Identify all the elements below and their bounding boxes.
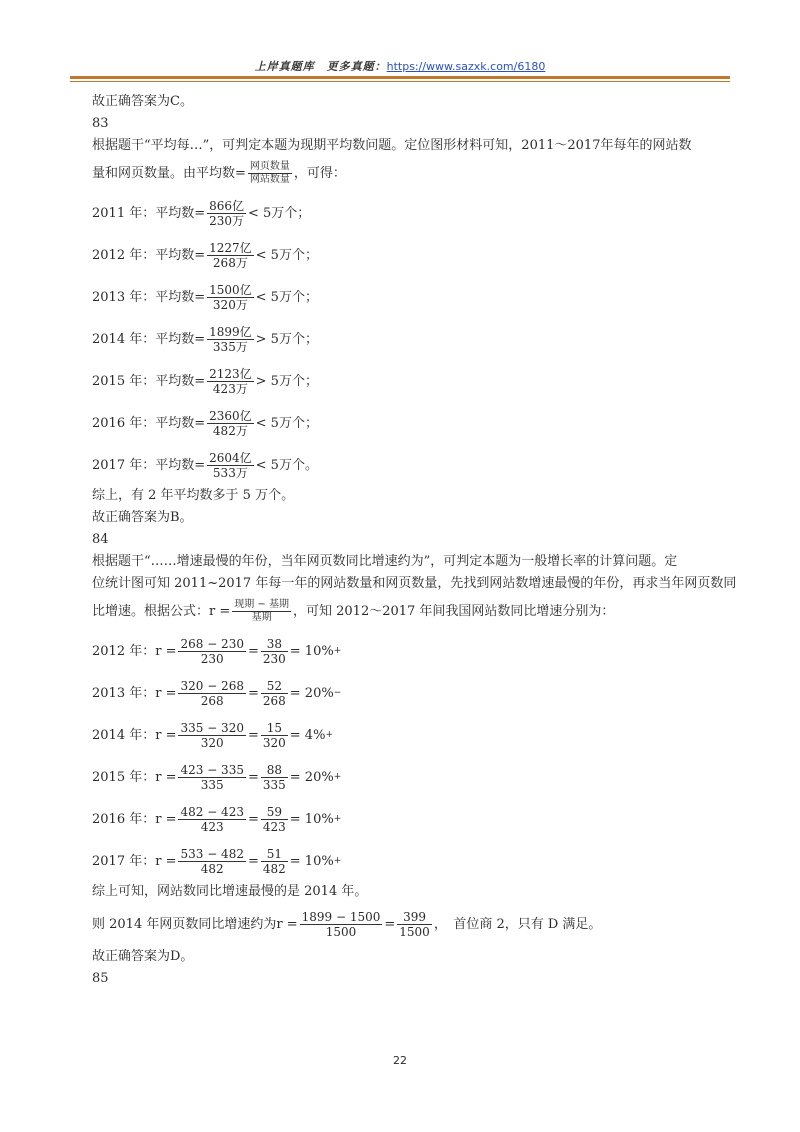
q84-row-d2: 320 (262, 735, 286, 750)
q83-row-den: 335万 (212, 339, 248, 354)
q84-row-year: 2012 年：r = (92, 643, 177, 659)
q83-row (92, 360, 720, 402)
q83-row-den: 230万 (209, 213, 245, 228)
q84-final-n1: 1899 − 1500 (301, 909, 381, 924)
page-header (70, 58, 730, 74)
q84-row-d1: 320 (200, 735, 224, 750)
q83-row-den: 533万 (212, 465, 248, 480)
q84-row-n2: 52 (261, 679, 288, 694)
q83-row-year: 2014 年：平均数= (92, 331, 206, 347)
q82-answer: 故正确答案为C。 (92, 94, 193, 109)
q84-formula (232, 599, 291, 624)
q85-number: 85 (92, 971, 109, 986)
q84-row-frac1 (178, 847, 246, 876)
page-content (92, 92, 737, 991)
q84-row-d2: 268 (262, 693, 286, 708)
q84-final-n2: 399 (397, 910, 432, 925)
q84-row-frac2 (261, 763, 288, 792)
q83-row-year: 2012 年：平均数= (92, 247, 206, 263)
q84-row-sup: − (333, 687, 342, 698)
q83-formula-den: 网站数量 (249, 173, 290, 185)
q83-row-tail: < 5万个； (248, 205, 311, 221)
q83-number: 83 (92, 116, 109, 131)
q84-row-d1: 230 (200, 651, 224, 666)
q83-row-frac (207, 199, 246, 228)
q84-row-frac2 (261, 679, 288, 708)
q84-row-sup: + (325, 729, 333, 740)
q84-row-sup: + (333, 645, 342, 656)
q83-row-num: 2123亿 (209, 366, 252, 381)
q84-row-d1: 335 (200, 777, 224, 792)
q84-row-result: = 4% (289, 727, 326, 743)
q84-final-d2: 1500 (399, 924, 430, 939)
q84-row: 2013 年：r = $\frac{320 - 268}{268}$ = $\frac{52}{268}$ = 20% − (92, 678, 342, 708)
q84-row-sup: + (333, 771, 342, 782)
q84-row-d1: 268 (200, 693, 224, 708)
q83-row (92, 276, 720, 318)
q84-row-d2: 230 (262, 651, 286, 666)
q84-intro-line3b: ，可知 2012～2017 年间我国网站数同比增速分别为： (293, 603, 615, 619)
q84-row: 2014 年：r = $\frac{335 - 320}{320}$ = $\frac{15}{320}$ = 4% + (92, 720, 333, 750)
q84-row-n2: 15 (261, 721, 288, 736)
q84-answer: 故正确答案为D。 (92, 949, 194, 964)
q83-row-frac (207, 409, 254, 438)
q84-row-n1: 335 − 320 (180, 720, 244, 735)
q84-row-frac2 (261, 637, 288, 666)
q83-formula-num: 网页数量 (249, 160, 290, 172)
page-number: 22 (393, 1054, 407, 1067)
q83-row-den: 423万 (212, 381, 248, 396)
q83-row-frac (207, 283, 254, 312)
q83-answer: 故正确答案为B。 (92, 510, 193, 525)
q83-row-frac (207, 241, 254, 270)
q83-row-num: 1899亿 (209, 324, 252, 339)
q83-summary: 综上，有 2 年平均数多于 5 万个。 (92, 488, 295, 503)
q84-final-d1: 1500 (325, 924, 357, 939)
q84-summary: 综上可知，网站数同比增速最慢的是 2014 年。 (92, 884, 368, 899)
q84-row-n2: 88 (261, 763, 288, 778)
q84-row-sup: + (333, 813, 342, 824)
q84-row-result: = 20% (289, 685, 334, 701)
q84-rows (92, 630, 720, 882)
q83-row-tail: < 5万个。 (255, 457, 318, 473)
q83-row (92, 234, 720, 276)
q84-row-n1: 482 − 423 (180, 804, 244, 819)
q84-intro-line1: 根据题干“……增速最慢的年份，当年网页数同比增速约为”，可判定本题为一般增长率的计算问题。定 (92, 554, 678, 569)
header-link[interactable]: https://www.sazxk.com/6180 (386, 60, 546, 73)
q83-row-year: 2013 年：平均数= (92, 289, 206, 305)
q84-row-d2: 423 (262, 819, 286, 834)
q84-intro-line2: 位统计图可知 2011~2017 年每一年的网站数量和网页数量，先找到网站数增速最慢的年份，再求当年网页数同 (92, 576, 737, 591)
q84-row-frac1 (178, 805, 246, 834)
q84-row-d1: 482 (200, 861, 224, 876)
q84-row-frac1 (178, 721, 246, 750)
q83-formula (248, 161, 292, 186)
q84-row-result: = 10% (289, 853, 334, 869)
q84-row-year: 2015 年：r = (92, 769, 177, 785)
header-rule (70, 76, 730, 79)
q84-final-a: 则 2014 年网页数同比增速约为r = (92, 916, 298, 932)
q84-row-year: 2017 年：r = (92, 853, 177, 869)
q83-row-frac (207, 367, 254, 396)
q84-intro-line3 (92, 596, 720, 626)
q84-row-n1: 268 − 230 (180, 636, 244, 651)
q83-row-den: 320万 (212, 297, 248, 312)
q84-row-n2: 38 (261, 637, 288, 652)
q84-row-result: = 10% (289, 643, 334, 659)
q84-formula-num: 现期 − 基期 (234, 598, 289, 610)
q84-row: 2016 年：r = $\frac{482 - 423}{423}$ = $\frac{59}{423}$ = 10% + (92, 804, 342, 834)
q84-row-result: = 10% (289, 811, 334, 827)
q84-final: 则 2014 年网页数同比增速约为r = $\frac{1899 - 1500}{1500}$ = $\frac{399}{1500}$ ， 首位商 2，只有 D 满足。 (92, 909, 602, 939)
q83-intro-line2a: 量和网页数量。由平均数= (92, 165, 246, 181)
q83-row-num: 1227亿 (209, 240, 252, 255)
q84-row-frac1 (178, 637, 246, 666)
q83-row (92, 402, 720, 444)
q83-row-den: 268万 (212, 255, 248, 270)
q84-row-n2: 51 (261, 847, 288, 862)
q84-row-frac2 (261, 847, 288, 876)
q84-row: 2017 年：r = $\frac{533 - 482}{482}$ = $\frac{51}{482}$ = 10% + (92, 846, 342, 876)
q83-row-tail: < 5万个； (255, 415, 318, 431)
q84-final-frac1 (300, 910, 383, 939)
q84-formula-den: 基期 (251, 611, 272, 623)
q84-number: 84 (92, 532, 109, 547)
q84-row-sup: + (333, 855, 342, 866)
q83-row-num: 1500亿 (209, 282, 252, 297)
q84-row-year: 2013 年：r = (92, 685, 177, 701)
q83-row (92, 444, 720, 486)
q83-row-tail: > 5万个； (255, 331, 318, 347)
q84-row-frac1 (178, 763, 246, 792)
q83-row-year: 2017 年：平均数= (92, 457, 206, 473)
q84-row-result: = 20% (289, 769, 334, 785)
q84-row: 2015 年：r = $\frac{423 - 335}{335}$ = $\frac{88}{335}$ = 20% + (92, 762, 342, 792)
q83-intro-line2b: ，可得： (293, 165, 346, 181)
q84-row-n1: 423 − 335 (180, 762, 244, 777)
q84-row-d2: 335 (262, 777, 286, 792)
q84-row-year: 2016 年：r = (92, 811, 177, 827)
q84-row-n2: 59 (261, 805, 288, 820)
q83-rows (92, 192, 720, 486)
q83-row-frac (207, 451, 254, 480)
q84-final-frac2 (397, 910, 432, 939)
q83-row-num: 866亿 (209, 198, 245, 213)
q83-row-frac (207, 325, 254, 354)
header-brand: 上岸真题库 更多真题： (254, 60, 387, 73)
q84-row-year: 2014 年：r = (92, 727, 177, 743)
q83-row-tail: < 5万个； (255, 289, 318, 305)
q84-intro-line3a: 比增速。根据公式：r = (92, 603, 231, 619)
q83-row (92, 192, 720, 234)
q84-row-d1: 423 (200, 819, 224, 834)
q84-final-b: ， 首位商 2，只有 D 满足。 (433, 916, 602, 932)
q84-row-frac2 (261, 805, 288, 834)
q83-intro-line1: 根据题干“平均每…”，可判定本题为现期平均数问题。定位图形材料可知，2011～2017年每年的网站数 (92, 138, 692, 153)
q83-row-year: 2016 年：平均数= (92, 415, 206, 431)
q84-row-frac1 (178, 679, 246, 708)
q84-row-n1: 320 − 268 (180, 678, 244, 693)
q83-row-num: 2360亿 (209, 408, 252, 423)
header-rule-thin (70, 81, 730, 82)
q84-row-d2: 482 (262, 861, 286, 876)
q84-row: 2012 年：r = $\frac{268 - 230}{230}$ = $\frac{38}{230}$ = 10% + (92, 636, 342, 666)
q84-row-n1: 533 − 482 (180, 846, 244, 861)
q83-row-tail: < 5万个； (255, 247, 318, 263)
q83-row (92, 318, 720, 360)
q84-row-frac2 (261, 721, 288, 750)
q83-row-den: 482万 (212, 423, 248, 438)
q83-row-year: 2011 年：平均数= (92, 205, 206, 221)
q83-row-num: 2604亿 (209, 450, 252, 465)
q83-intro-line2 (92, 158, 720, 188)
q83-row-tail: > 5万个； (255, 373, 318, 389)
q83-row-year: 2015 年：平均数= (92, 373, 206, 389)
